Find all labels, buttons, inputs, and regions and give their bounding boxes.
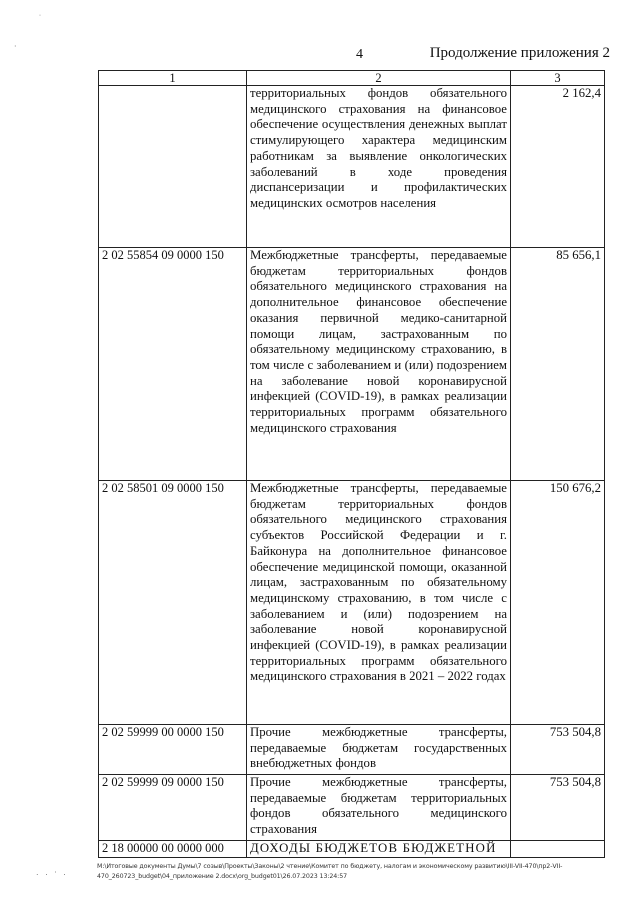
scan-speck: ˙: [38, 14, 42, 23]
scan-speck: ·: [14, 42, 17, 51]
budget-code: 2 02 58501 09 0000 150: [99, 481, 247, 725]
column-header: 3: [511, 71, 605, 86]
budget-code: 2 02 55854 09 0000 150: [99, 248, 247, 481]
row-amount: 753 504,8: [511, 775, 605, 841]
budget-code: 2 02 59999 00 0000 150: [99, 725, 247, 775]
row-amount: 150 676,2: [511, 481, 605, 725]
row-amount: 2 162,4: [511, 86, 605, 248]
table-row: [99, 481, 605, 725]
file-path-footer: M:\Итоговые документы Думы\7 созыв\Проекты\Законы\2 чтение\Комитет по бюджету, налогам и экономическому развитию\III-VII-470\пр2-VII-470_260723_budget\04_приложение 2.docx\org_budget01\26.07.2023 13:24:57: [97, 863, 563, 880]
row-amount: [511, 841, 605, 858]
page-number: 4: [356, 47, 363, 62]
table-row: [99, 248, 605, 481]
column-header: 1: [99, 71, 247, 86]
row-description: территориальных фондов обязательного медицинского страхования на финансовое обеспечение осуществления денежных выплат стимулирующего характера медицинским работникам за выявление онкологических заболеваний в ходе проведения диспансеризации и профилактических медицинских осмотров населения: [247, 86, 511, 248]
row-description: Межбюджетные трансферты, передаваемые бюджетам территориальных фондов обязательного медицинского страхования субъектов Российской Федерации и г. Байконура на дополнительное финансовое обеспечение медицинской помощи, оказанной лицам, застрахованным по обязательному медицинскому страхованию, в том числе с заболеванием и (или) подозрением на заболевание новой коронавирусной инфекцией (COVID-19), в рамках реализации территориальных программ обязательного медицинского страхования в 2021 – 2022 годах: [247, 481, 511, 725]
budget-code: [99, 86, 247, 248]
row-description: ДОХОДЫ БЮДЖЕТОВ БЮДЖЕТНОЙ: [247, 841, 511, 858]
table-row: [99, 841, 605, 858]
row-amount: 753 504,8: [511, 725, 605, 775]
row-description: Межбюджетные трансферты, передаваемые бюджетам территориальных фондов обязательного медицинского страхования на дополнительное финансовое обеспечение оказания первичной медико-санитарной помощи лицам, застрахованным по обязательному медицинскому страхованию, в том числе с заболеванием и (или) подозрением на заболевание новой коронавирусной инфекцией (COVID-19), в рамках реализации территориальных программ обязательного медицинского страхования: [247, 248, 511, 481]
table-header-row: [99, 71, 605, 86]
row-description: Прочие межбюджетные трансферты, передаваемые бюджетам территориальных фондов обязательного медицинского страхования: [247, 775, 511, 841]
table-row: [99, 725, 605, 775]
revenue-table: [98, 70, 605, 858]
budget-code: 2 18 00000 00 0000 000: [99, 841, 247, 858]
row-description: Прочие межбюджетные трансферты, передаваемые бюджетам государственных внебюджетных фондов: [247, 725, 511, 775]
table-row: [99, 86, 605, 248]
budget-code: 2 02 59999 09 0000 150: [99, 775, 247, 841]
row-amount: 85 656,1: [511, 248, 605, 481]
scan-speck: . . · .: [36, 868, 68, 877]
table-row: [99, 775, 605, 841]
continuation-label: Продолжение приложения 2: [429, 45, 610, 61]
column-header: 2: [247, 71, 511, 86]
